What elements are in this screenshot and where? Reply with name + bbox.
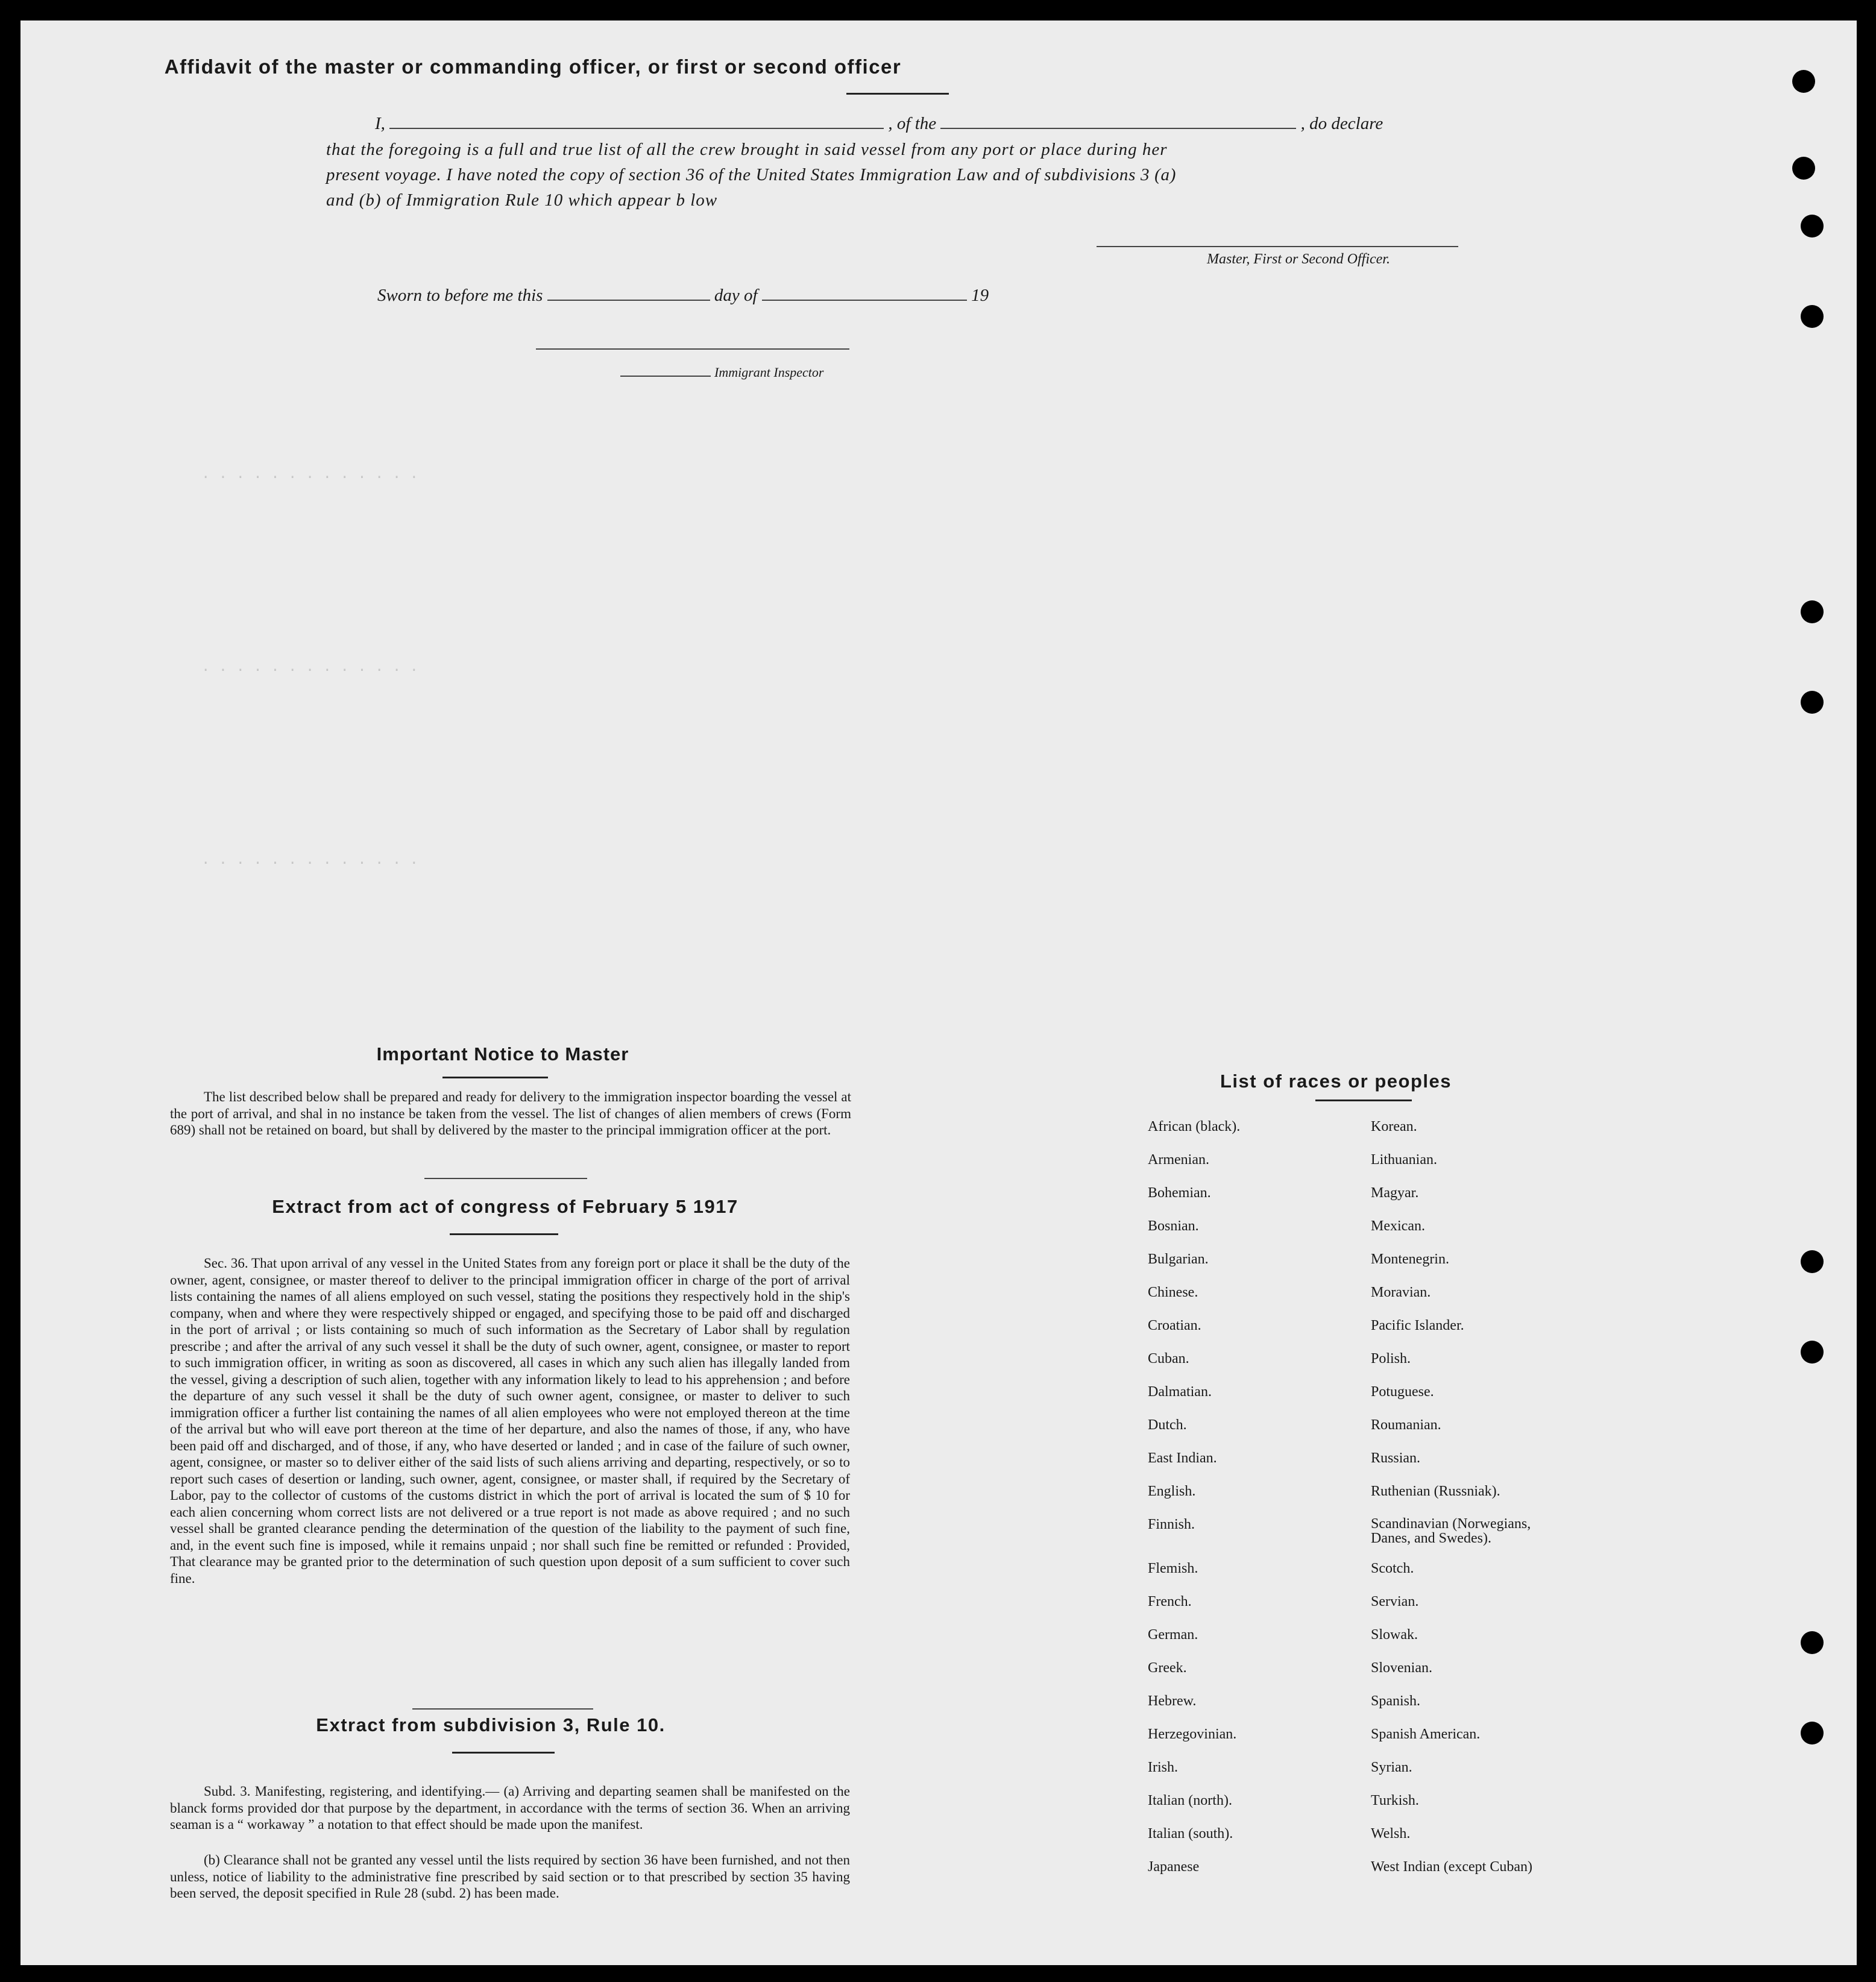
race-item: Slovenian. — [1371, 1660, 1432, 1676]
race-item: Cuban. — [1148, 1351, 1189, 1367]
race-item: English. — [1148, 1483, 1196, 1499]
race-item: Flemish. — [1148, 1561, 1198, 1576]
affidavit-line-4: and (b) of Immigration Rule 10 which appear b low — [326, 190, 718, 210]
race-item: Scandinavian (Norwegians, Danes, and Swedes). — [1371, 1516, 1531, 1546]
race-item: Turkish. — [1371, 1793, 1419, 1808]
race-item: West Indian (except Cuban) — [1371, 1859, 1532, 1875]
race-item: Bulgarian. — [1148, 1251, 1209, 1267]
race-item: Greek. — [1148, 1660, 1187, 1676]
race-item: German. — [1148, 1627, 1198, 1643]
punch-hole — [1792, 70, 1815, 93]
punch-hole — [1801, 305, 1824, 328]
race-item: French. — [1148, 1594, 1192, 1609]
race-item: Spanish American. — [1371, 1726, 1481, 1742]
document-page — [20, 20, 1857, 1965]
punch-hole — [1792, 157, 1815, 180]
rule-extract-underline — [452, 1752, 555, 1754]
affidavit-line-3: present voyage. I have noted the copy of section 36 of the United States Immigration Law and of subdivisions 3 (a) — [326, 165, 1177, 184]
affidavit-line-1: I, , of the , do declare — [375, 114, 1383, 133]
races-title: List of races or peoples — [1220, 1071, 1452, 1092]
race-item: Dalmatian. — [1148, 1384, 1212, 1400]
race-item: Italian (south). — [1148, 1826, 1233, 1842]
vessel-blank[interactable] — [940, 128, 1296, 129]
race-item: Scotch. — [1371, 1561, 1414, 1576]
race-item: Dutch. — [1148, 1417, 1187, 1433]
race-item: Chinese. — [1148, 1285, 1198, 1300]
punch-hole — [1801, 691, 1824, 714]
race-item: Roumanian. — [1371, 1417, 1441, 1433]
sworn-month-blank[interactable] — [762, 300, 967, 301]
bleed-through-marks: . . . . . . . . . . . . . — [201, 659, 419, 676]
punch-hole — [1801, 1341, 1824, 1364]
affidavit-line-2: that the foregoing is a full and true list of all the crew brought in said vessel from any port or place during her — [326, 140, 1168, 159]
notice-text: The list described below shall be prepared and ready for delivery to the immigration inspector boarding the vessel at the port of arrival, and shal in no instance be taken from the vessel. The list of changes of alien members of crews (Form 689) shall not be retained on board, but shall by delivered by the master to the principal immigration officer at the port. — [170, 1089, 851, 1137]
race-item: Croatian. — [1148, 1318, 1201, 1333]
race-item: Pacific Islander. — [1371, 1318, 1464, 1333]
race-item: Finnish. — [1148, 1517, 1195, 1532]
race-item: Polish. — [1371, 1351, 1411, 1367]
race-item: Italian (north). — [1148, 1793, 1232, 1808]
race-item: Irish. — [1148, 1760, 1178, 1775]
race-item: Bohemian. — [1148, 1185, 1211, 1201]
race-item: Armenian. — [1148, 1152, 1209, 1168]
race-item: Welsh. — [1371, 1826, 1411, 1842]
punch-hole — [1801, 1631, 1824, 1654]
race-item: Mexican. — [1371, 1218, 1425, 1234]
title-underline — [846, 93, 949, 95]
punch-hole — [1801, 1250, 1824, 1273]
race-item: Ruthenian (Russniak). — [1371, 1483, 1500, 1499]
race-item: East Indian. — [1148, 1450, 1217, 1466]
race-item: Montenegrin. — [1371, 1251, 1449, 1267]
sworn-line: Sworn to before me this day of 19 — [377, 286, 989, 305]
notice-underline — [442, 1077, 548, 1078]
race-item: Bosnian. — [1148, 1218, 1199, 1234]
rule-extract-para-1: Subd. 3. Manifesting, registering, and identifying.— (a) Arriving and departing seamen shall be manifested on the blanck forms provided dor that purpose by the department, in accordance with the terms of section 36. When an arriving seaman is a “ workaway ” a notation to that effect should be made upon the manifest. — [170, 1784, 850, 1832]
notice-title: Important Notice to Master — [376, 1043, 629, 1065]
race-item: Slowak. — [1371, 1627, 1418, 1643]
act-extract-divider — [412, 1708, 593, 1710]
race-item: Herzegovinian. — [1148, 1726, 1237, 1742]
act-extract-text: Sec. 36. That upon arrival of any vessel in the United States from any foreign port or place it shall be the duty of the owner, agent, consignee, or master thereof to deliver to the principal immigration officer in charge of the port of arrival lists containing the names of all aliens employed on such vessel, stating the positions they respectively hold in the ship's company, when and where they were respectively shipped or engaged, and specifying those to be paid off and discharged in the port of arrival ; or lists containing so much of such information as the Secretary of Labor shall by regulation prescribe ; and after the arrival of any such vessel it shall be the duty of such owner, agent, consignee, or master to report to such immigration officer, in writing as soon as discovered, all cases in which any such alien has illegally landed from the vessel, giving a description of such alien, together with any information likely to lead to his apprehension ; and before the departure of any such vessel it shall be the duty of such owner agent, consignee, or master to deliver to such immigration officer a further list containing the names of all alien employees who were not employed thereon at the time of the arrival but who will eave port thereon at the time of her departure, and also the names of those, if any, who have been paid off and discharged, and of those, if any, who have deserted or landed ; and in case of the failure of such owner, agent, consignee, or master so to deliver either of the said lists of such aliens arriving and departing, respectively, or so to report such cases of desertion or landing, such owner, agent, consignee, or master shall, if required by the Secretary of Labor, pay to the collector of customs of the customs district in which the port of arrival is located the sum of $ 10 for each alien concerning whom correct lists are not delivered or a true report is not made as above required ; and no such vessel shall be granted clearance pending the determination of the question of the liability to the payment of such fine, and, in the event such fine is imposed, while it remains unpaid ; nor shall such fine be remitted or refunded : Provided, That clearance may be granted prior to the determination of such question upon deposit of a sum sufficient to cover such fine. — [170, 1256, 850, 1586]
punch-hole — [1801, 600, 1824, 623]
races-underline — [1315, 1100, 1412, 1101]
race-item: Korean. — [1371, 1119, 1417, 1134]
master-signature-caption: Master, First or Second Officer. — [1207, 251, 1390, 267]
inspector-caption: Immigrant Inspector — [620, 365, 823, 380]
notice-divider — [424, 1178, 587, 1179]
race-item: Syrian. — [1371, 1760, 1412, 1775]
act-extract-title: Extract from act of congress of February 5 1917 — [272, 1196, 738, 1217]
race-item: Potuguese. — [1371, 1384, 1434, 1400]
race-item: Spanish. — [1371, 1693, 1421, 1709]
rule-extract-title: Extract from subdivision 3, Rule 10. — [316, 1714, 666, 1735]
inspector-name-blank[interactable] — [620, 376, 711, 377]
bleed-through-marks: . . . . . . . . . . . . . — [201, 467, 419, 483]
race-item: Japanese — [1148, 1859, 1200, 1875]
race-item: Russian. — [1371, 1450, 1421, 1466]
punch-hole — [1801, 215, 1824, 238]
sworn-day-blank[interactable] — [547, 300, 710, 301]
race-item: Moravian. — [1371, 1285, 1431, 1300]
name-blank[interactable] — [389, 128, 884, 129]
race-item: African (black). — [1148, 1119, 1241, 1134]
race-item: Lithuanian. — [1371, 1152, 1437, 1168]
bleed-through-marks: . . . . . . . . . . . . . — [201, 852, 419, 869]
race-item: Hebrew. — [1148, 1693, 1197, 1709]
punch-hole — [1801, 1722, 1824, 1744]
affidavit-title: Affidavit of the master or commanding officer, or first or second officer — [164, 55, 902, 78]
act-extract-underline — [450, 1233, 558, 1235]
race-item: Servian. — [1371, 1594, 1419, 1609]
race-item: Magyar. — [1371, 1185, 1419, 1201]
inspector-signature-line[interactable] — [536, 348, 849, 350]
rule-extract-para-2: (b) Clearance shall not be granted any vessel until the lists required by section 36 have been furnished, and not then unless, notice of liability to the administrative fine prescribed by said section or to that prescribed by section 35 having been served, the deposit specified in Rule 28 (subd. 2) has been made. — [170, 1852, 850, 1901]
master-signature-line[interactable] — [1097, 246, 1458, 247]
